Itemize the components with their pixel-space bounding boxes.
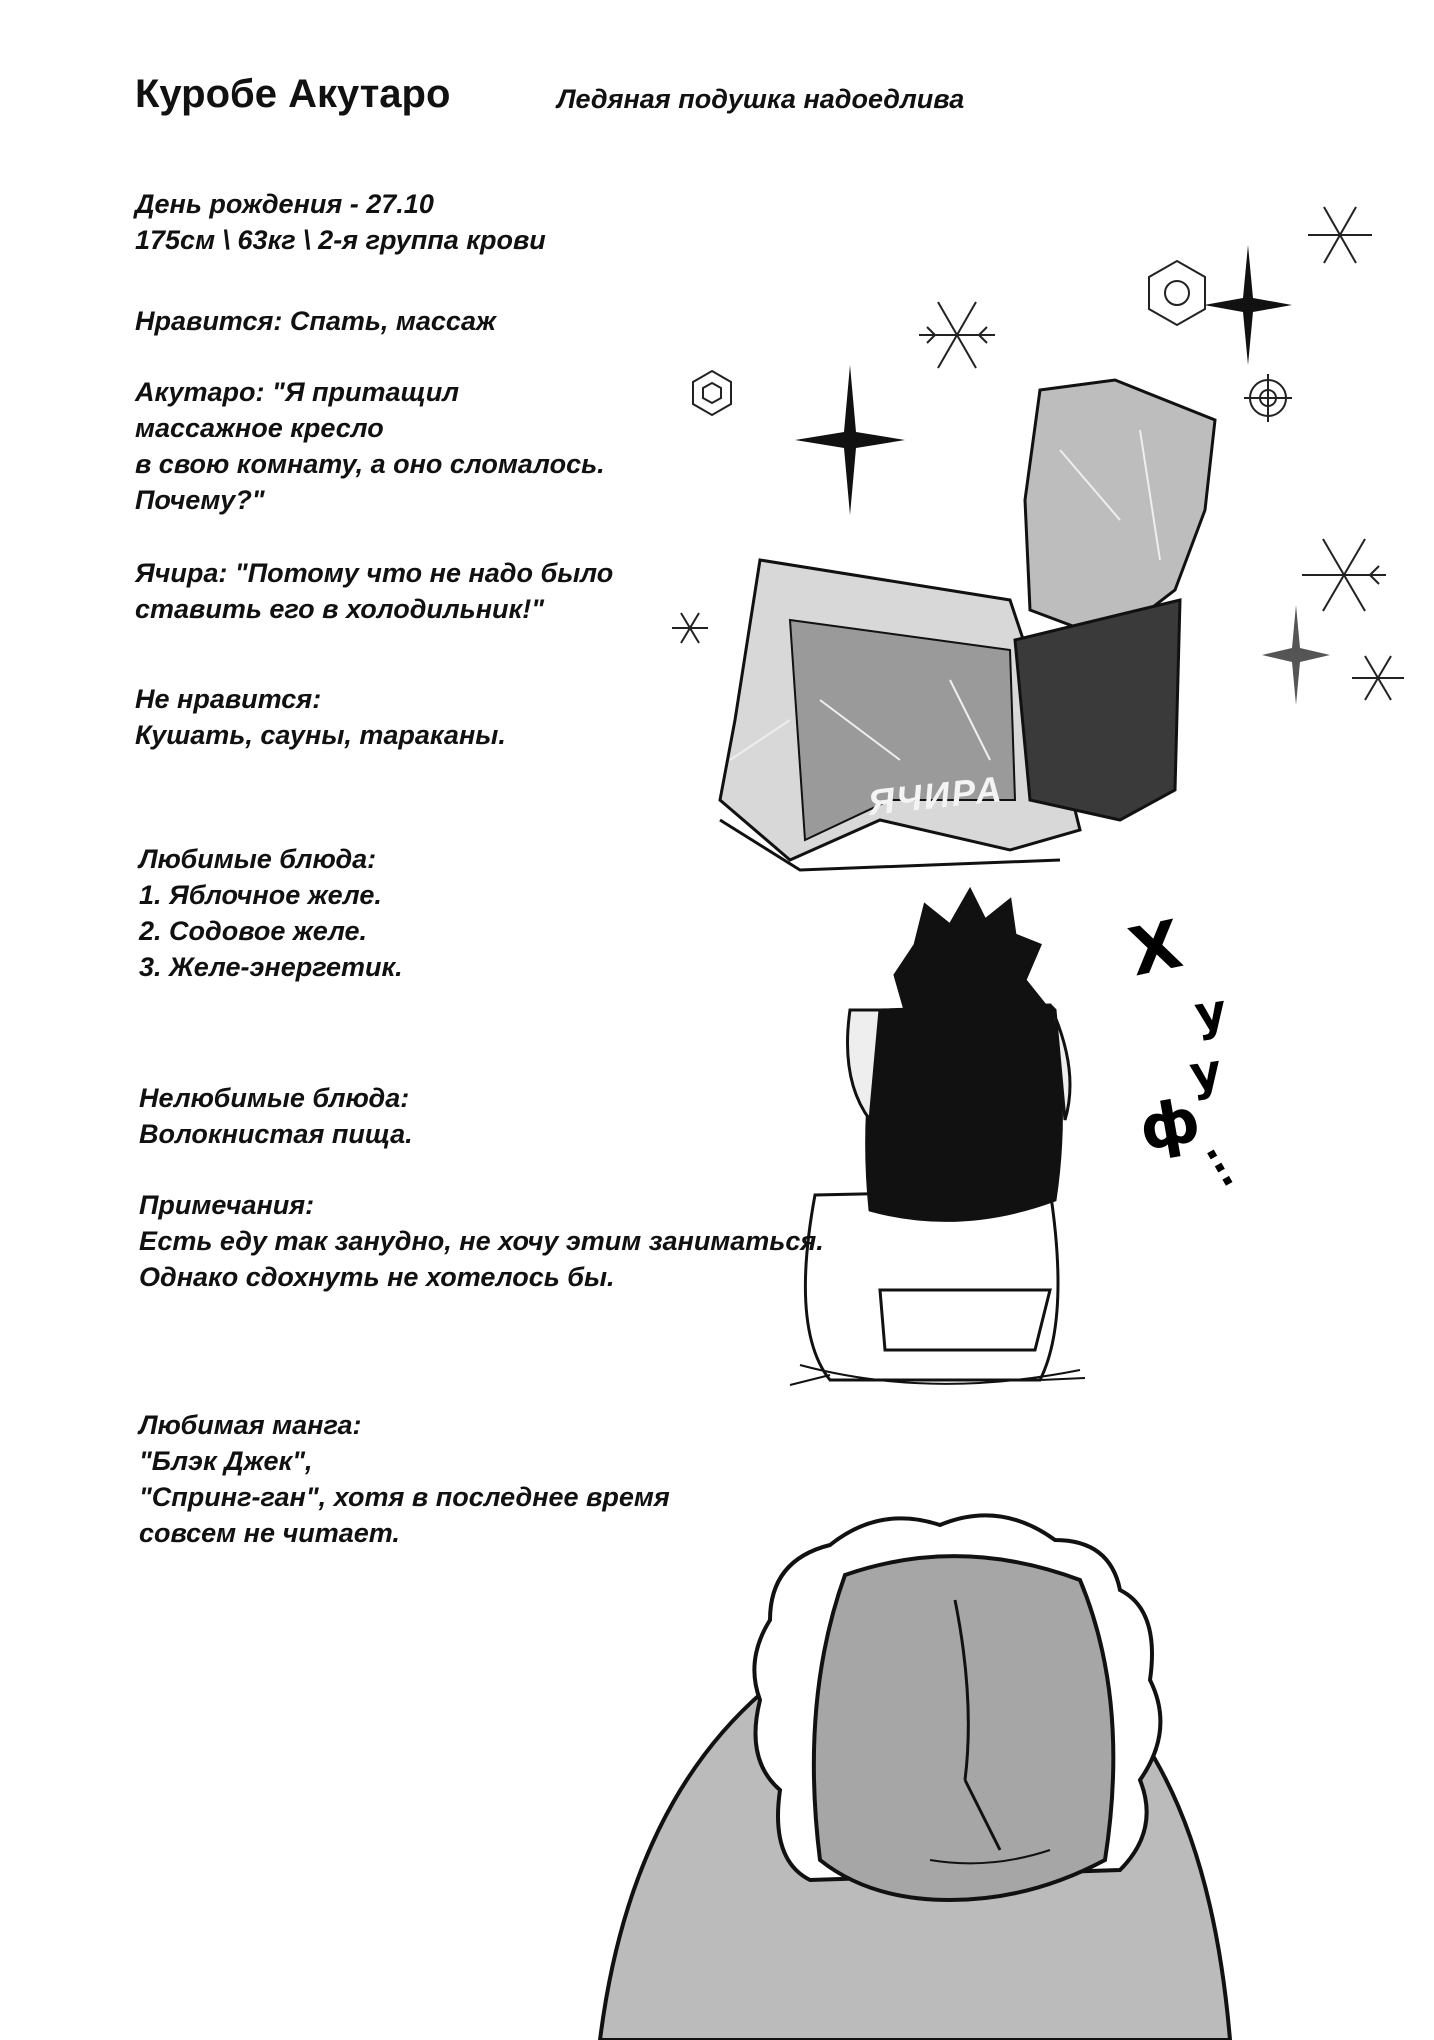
character-name: Куробе Акутаро [135, 72, 451, 116]
sfx-dots: ... [1196, 1131, 1260, 1195]
notes-line: Есть еду так занудно, не хочу этим заниматься. [139, 1226, 824, 1256]
list-item: 3. Желе-энергетик. [139, 952, 403, 982]
dialogue-line: ставить его в холодильник!" [135, 594, 544, 624]
dislikes-label: Не нравится: [135, 684, 322, 714]
profile-block [135, 186, 546, 258]
sfx-letter: у [1186, 1043, 1226, 1103]
list-item: 2. Содовое желе. [139, 916, 368, 946]
disliked-foods-value: Волокнистая пища. [139, 1119, 413, 1149]
dialogue-line: Ячира: "Потому что не надо было [135, 558, 614, 588]
dialogue-line: Акутаро: "Я притащил [135, 377, 460, 407]
notes-label: Примечания: [139, 1190, 315, 1220]
manga-line: "Спринг-ган", хотя в последнее время [139, 1482, 670, 1512]
dislikes-value: Кушать, сауны, тараканы. [135, 720, 506, 750]
notes-block [139, 1187, 824, 1295]
manga-line: совсем не читает. [139, 1518, 400, 1548]
disliked-foods-block [139, 1080, 413, 1152]
favorite-foods-block [139, 841, 403, 985]
dialogue-line: массажное кресло [135, 413, 384, 443]
character-quirk: Ледяная подушка надоедлива [557, 84, 965, 114]
hood-name-label: ЯЧИРА [866, 768, 1006, 823]
manga-line: "Блэк Джек", [139, 1446, 313, 1476]
birthday: День рождения - 27.10 [135, 189, 434, 219]
sfx-letter: у [1191, 983, 1231, 1043]
dislikes-block [135, 681, 506, 753]
dialogue-line: Почему?" [135, 485, 265, 515]
list-item: 1. Яблочное желе. [139, 880, 382, 910]
body-stats: 175см \ 63кг \ 2-я группа крови [135, 225, 546, 255]
dialogue-line: в свою комнату, а оно сломалось. [135, 449, 605, 479]
hooded-character-yachira [600, 1515, 1230, 2040]
notes-line: Однако сдохнуть не хотелось бы. [139, 1262, 615, 1292]
sitting-character-akutaro [790, 890, 1085, 1385]
sfx-letter: ф [1134, 1085, 1206, 1165]
disliked-foods-label: Нелюбимые блюда: [139, 1083, 410, 1113]
yachira-dialogue [135, 555, 613, 627]
favorite-manga-block [139, 1407, 670, 1551]
akutaro-dialogue [135, 374, 605, 518]
likes: Нравится: Спать, массаж [135, 306, 496, 336]
favorite-foods-label: Любимые блюда: [139, 844, 377, 874]
sfx-letter: Х [1122, 905, 1189, 992]
manga-label: Любимая манга: [139, 1410, 362, 1440]
